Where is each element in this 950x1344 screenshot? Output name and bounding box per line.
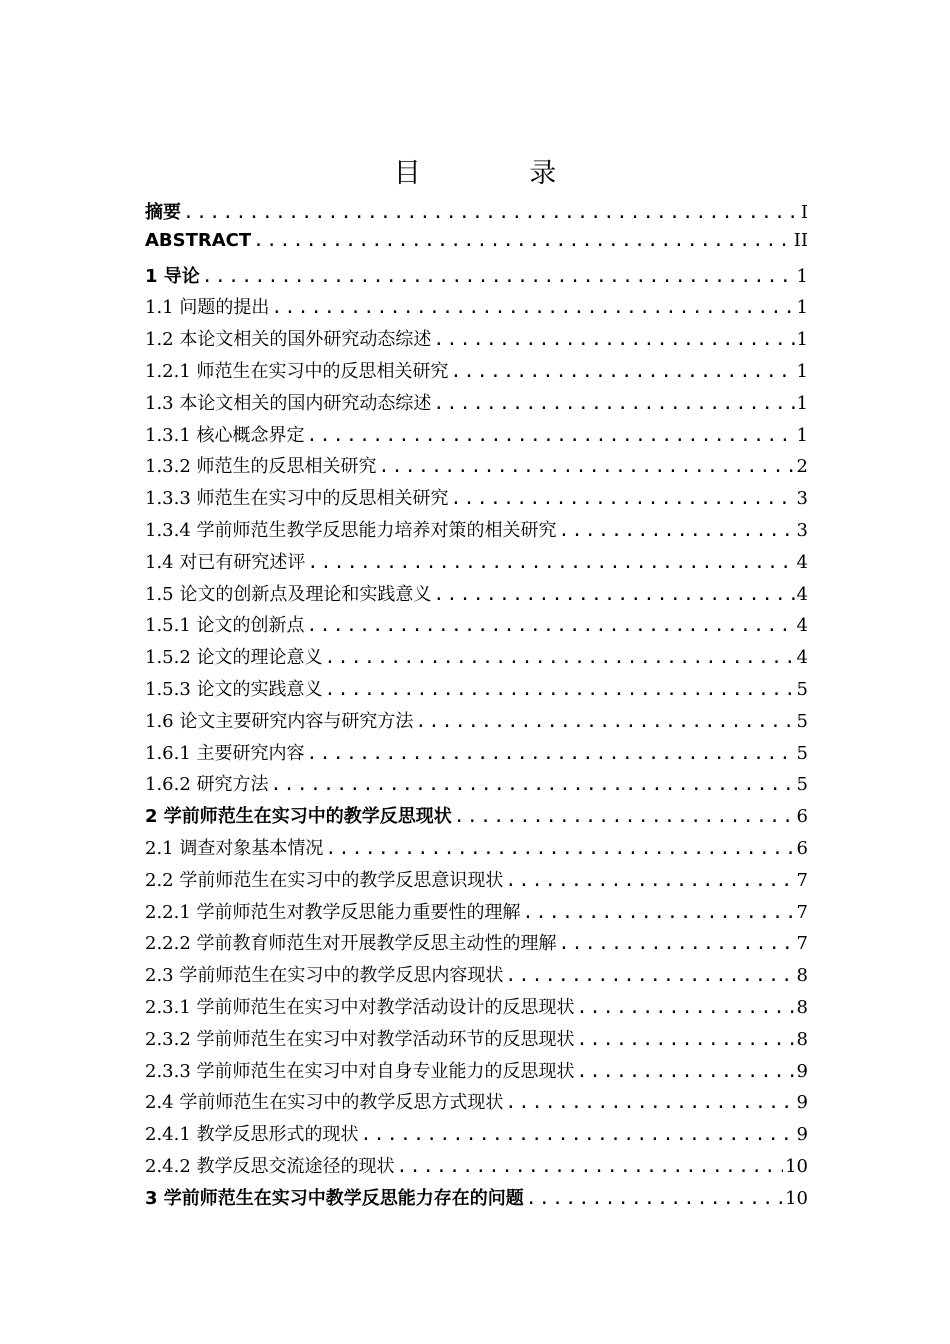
toc-dot-leader bbox=[307, 425, 795, 446]
toc-entry-label: 2.4.2 教学反思交流途径的现状 bbox=[145, 1155, 395, 1177]
toc-page-number: 7 bbox=[796, 901, 808, 923]
toc-dot-leader bbox=[307, 552, 794, 573]
toc-page-number: 8 bbox=[796, 1028, 808, 1050]
toc-entry[interactable] bbox=[145, 357, 808, 389]
toc-entry-label: 2.3.3 学前师范生在实习中对自身专业能力的反思现状 bbox=[145, 1060, 575, 1082]
toc-dot-leader bbox=[523, 902, 795, 923]
toc-entry[interactable] bbox=[145, 484, 808, 516]
toc-page-number: 7 bbox=[796, 869, 808, 891]
toc-entry[interactable] bbox=[145, 1025, 808, 1057]
toc-entry-label: 1.6.1 主要研究内容 bbox=[145, 742, 305, 764]
toc-entry[interactable] bbox=[145, 293, 808, 325]
toc-entry-label: 1.4 对已有研究述评 bbox=[145, 551, 306, 573]
toc-entry[interactable] bbox=[145, 325, 808, 357]
toc-entry[interactable] bbox=[145, 452, 808, 484]
toc-entry[interactable] bbox=[145, 993, 808, 1025]
toc-entry-label: 1.5.3 论文的实践意义 bbox=[145, 678, 323, 700]
toc-entry[interactable] bbox=[145, 611, 808, 643]
toc-page-number: 9 bbox=[796, 1092, 808, 1114]
toc-entry-label: 2.3.2 学前师范生在实习中对教学活动环节的反思现状 bbox=[145, 1028, 575, 1050]
toc-page-number: 3 bbox=[796, 519, 808, 541]
toc-entry-label: 2.2.1 学前师范生对教学反思能力重要性的理解 bbox=[145, 901, 521, 923]
toc-entry[interactable] bbox=[145, 1057, 808, 1089]
toc-page-number: 10 bbox=[785, 1187, 808, 1209]
toc-dot-leader bbox=[505, 965, 794, 986]
toc-entry-label: 1.5 论文的创新点及理论和实践意义 bbox=[145, 583, 432, 605]
toc-page-number: 1 bbox=[796, 329, 808, 351]
toc-dot-leader bbox=[325, 647, 795, 668]
toc-page-number: 6 bbox=[796, 837, 808, 859]
toc-dot-leader bbox=[397, 1156, 784, 1177]
toc-dot-leader bbox=[577, 1029, 795, 1050]
toc-page-number: 5 bbox=[796, 678, 808, 700]
toc-page-number: 1 bbox=[796, 265, 808, 287]
toc-entry[interactable] bbox=[145, 643, 808, 675]
toc-entry[interactable] bbox=[145, 707, 808, 739]
toc-page-number: 4 bbox=[796, 647, 808, 669]
toc-entry[interactable] bbox=[145, 230, 808, 262]
toc-entry-label: 3 学前师范生在实习中教学反思能力存在的问题 bbox=[145, 1187, 524, 1209]
toc-entry-label: 1.3.4 学前师范生教学反思能力培养对策的相关研究 bbox=[145, 519, 557, 541]
toc-dot-leader bbox=[433, 393, 794, 414]
toc-entry-label: 2.3.1 学前师范生在实习中对教学活动设计的反思现状 bbox=[145, 996, 575, 1018]
toc-page-number: 3 bbox=[796, 488, 808, 510]
toc-dot-leader bbox=[361, 1124, 795, 1145]
toc-dot-leader bbox=[325, 679, 795, 700]
toc-page-number: 6 bbox=[796, 806, 808, 828]
toc-entry[interactable] bbox=[145, 675, 808, 707]
toc-entry-label: 2.2 学前师范生在实习中的教学反思意识现状 bbox=[145, 869, 504, 891]
toc-entry[interactable] bbox=[145, 770, 808, 802]
toc-dot-leader bbox=[307, 743, 795, 764]
toc-page-number: 5 bbox=[796, 710, 808, 732]
toc-entry-label: 2.3 学前师范生在实习中的教学反思内容现状 bbox=[145, 965, 504, 987]
toc-entry[interactable] bbox=[145, 516, 808, 548]
toc-page-number: 1 bbox=[796, 392, 808, 414]
toc-entry[interactable] bbox=[145, 1120, 808, 1152]
toc-dot-leader bbox=[559, 933, 795, 954]
toc-entry-label: 1 导论 bbox=[145, 265, 200, 287]
toc-dot-leader bbox=[505, 870, 794, 891]
toc-page-number: 4 bbox=[796, 551, 808, 573]
toc-entry-label: 摘要 bbox=[145, 202, 181, 223]
toc-page-number: 2 bbox=[796, 456, 808, 478]
toc-entry[interactable] bbox=[145, 802, 808, 834]
toc-dot-leader bbox=[526, 1188, 783, 1209]
toc-entry[interactable] bbox=[145, 580, 808, 612]
toc-page-number: 4 bbox=[796, 583, 808, 605]
toc-entry-label: 1.3.1 核心概念界定 bbox=[145, 424, 305, 446]
toc-entry-label: 2.4.1 教学反思形式的现状 bbox=[145, 1124, 359, 1146]
toc-dot-leader bbox=[559, 520, 795, 541]
toc-page-number: 1 bbox=[796, 424, 808, 446]
toc-entry-label: 2.2.2 学前教育师范生对开展教学反思主动性的理解 bbox=[145, 933, 557, 955]
toc-entry[interactable] bbox=[145, 961, 808, 993]
toc-dot-leader bbox=[253, 230, 792, 251]
toc-page-number: 5 bbox=[796, 774, 808, 796]
toc-entry-label: 1.5.1 论文的创新点 bbox=[145, 615, 305, 637]
toc-entry[interactable] bbox=[145, 929, 808, 961]
toc-entry[interactable] bbox=[145, 1152, 808, 1184]
toc-entry-label: 1.6 论文主要研究内容与研究方法 bbox=[145, 710, 414, 732]
toc-dot-leader bbox=[451, 488, 795, 509]
toc-entry-label: 1.5.2 论文的理论意义 bbox=[145, 647, 323, 669]
toc-dot-leader bbox=[577, 997, 795, 1018]
toc-page-number: 1 bbox=[796, 297, 808, 319]
toc-page-number: 7 bbox=[796, 933, 808, 955]
toc-page-number: 9 bbox=[796, 1060, 808, 1082]
toc-page-number: 5 bbox=[796, 742, 808, 764]
table-of-contents bbox=[145, 198, 808, 1216]
toc-entry[interactable] bbox=[145, 198, 808, 230]
toc-dot-leader bbox=[202, 266, 795, 287]
toc-entry-label: 2.4 学前师范生在实习中的教学反思方式现状 bbox=[145, 1092, 504, 1114]
toc-entry[interactable] bbox=[145, 866, 808, 898]
toc-entry-label: ABSTRACT bbox=[145, 229, 252, 251]
toc-page-number: 1 bbox=[796, 360, 808, 382]
toc-page-number: 10 bbox=[785, 1155, 808, 1177]
toc-dot-leader bbox=[505, 1092, 794, 1113]
toc-dot-leader bbox=[433, 584, 794, 605]
toc-entry[interactable] bbox=[145, 1088, 808, 1120]
toc-entry-label: 1.6.2 研究方法 bbox=[145, 774, 269, 796]
toc-dot-leader bbox=[183, 202, 799, 223]
toc-entry-label: 2.1 调查对象基本情况 bbox=[145, 837, 324, 859]
toc-entry[interactable] bbox=[145, 834, 808, 866]
toc-dot-leader bbox=[577, 1061, 795, 1082]
toc-entry[interactable] bbox=[145, 548, 808, 580]
toc-entry[interactable] bbox=[145, 1184, 808, 1216]
toc-entry-label: 1.3.2 师范生的反思相关研究 bbox=[145, 456, 377, 478]
toc-dot-leader bbox=[271, 774, 795, 795]
page-title: 目 录 bbox=[393, 158, 607, 189]
toc-entry[interactable] bbox=[145, 389, 808, 421]
toc-page-number: 8 bbox=[796, 996, 808, 1018]
toc-dot-leader bbox=[379, 456, 795, 477]
toc-entry-label: 1.3 本论文相关的国内研究动态综述 bbox=[145, 392, 432, 414]
toc-page-number: I bbox=[800, 202, 808, 223]
toc-entry[interactable] bbox=[145, 739, 808, 771]
toc-entry[interactable] bbox=[145, 898, 808, 930]
toc-page-number: II bbox=[793, 229, 808, 251]
toc-page-number: 8 bbox=[796, 965, 808, 987]
toc-page-number: 4 bbox=[796, 615, 808, 637]
toc-dot-leader bbox=[454, 806, 795, 827]
toc-dot-leader bbox=[325, 838, 794, 859]
toc-entry-label: 1.3.3 师范生在实习中的反思相关研究 bbox=[145, 488, 449, 510]
toc-dot-leader bbox=[415, 711, 794, 732]
toc-entry[interactable] bbox=[145, 262, 808, 294]
toc-dot-leader bbox=[433, 329, 794, 350]
toc-dot-leader bbox=[451, 361, 795, 382]
toc-dot-leader bbox=[271, 297, 794, 318]
toc-entry-label: 1.1 问题的提出 bbox=[145, 297, 270, 319]
toc-page-number: 9 bbox=[796, 1124, 808, 1146]
toc-entry[interactable] bbox=[145, 421, 808, 453]
toc-dot-leader bbox=[307, 615, 795, 636]
toc-entry-label: 1.2.1 师范生在实习中的反思相关研究 bbox=[145, 360, 449, 382]
toc-entry-label: 1.2 本论文相关的国外研究动态综述 bbox=[145, 329, 432, 351]
toc-entry-label: 2 学前师范生在实习中的教学反思现状 bbox=[145, 806, 452, 828]
